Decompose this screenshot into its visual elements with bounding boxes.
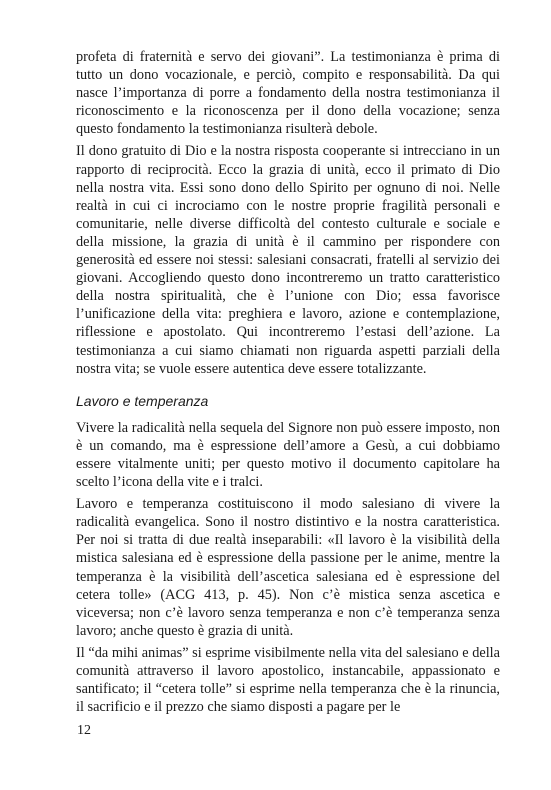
paragraph: Il “da mihi animas” si esprime visibilmente nella vita del salesiano e della comunità attraverso il lavoro apostolico, instancabile, appassionato e santificato; il “cetera tolle” si esprime nella temperanza che è la rinuncia, il sacrificio e il prezzo che siamo disposti a pagare per le [76, 644, 500, 716]
paragraph: Lavoro e temperanza costituiscono il modo salesiano di vivere la radicalità evangelica. Sono il nostro distintivo e la nostra caratteristica. Per noi si tratta di due realtà inseparabili: «Il lavoro è la visibilità della mistica salesiana ed è espressione della passione per le anime, mentre la temperanza è la visibilità dell’ascetica salesiana ed è espressione del cetera tolle» (ACG 413, p. 45). Non c’è mistica senza ascetica e viceversa; non c’è lavoro senza temperanza e non c’è temperanza senza lavoro; anche questo è grazia di unità. [76, 496, 500, 639]
paragraph: Vivere la radicalità nella sequela del Signore non può essere imposto, non è un comando, ma è espressione dell’amore a Gesù, a cui dobbiamo essere vitalmente uniti; per questo motivo il documento capitolare ha scelto l’icona della vite e i tralci. [76, 419, 500, 491]
paragraph: profeta di fraternità e servo dei giovani”. La testimonianza è prima di tutto un dono vocazionale, e perciò, compito e responsabilità. Da qui nasce l’importanza di porre a fondamento della nostra testimonianza il riconoscimento e la riconoscenza per il dono della vocazione; senza questo fondamento la testimonianza risulterà debole. [76, 49, 500, 138]
page-body [76, 48, 500, 716]
section-heading: Lavoro e temperanza [76, 392, 209, 409]
paragraph: Il dono gratuito di Dio e la nostra risposta cooperante si intrecciano in un rapporto di reciprocità. Ecco la grazia di unità, ecco il primato di Dio nella nostra vita. Essi sono dono dello Spirito per ognuno di noi. Nelle realtà in cui ci incrociamo con le nostre proprie fragilità personali e comunitarie, nelle diverse difficoltà del contesto culturale e sociale e della missione, la grazia di unità è il cammino per rispondere con generosità ed essere noi stessi: salesiani consacrati, fratelli al servizio dei giovani. Accogliendo questo dono incontreremo un tratto caratteristico della nostra spiritualità, che è l’unione con Dio; essa favorisce l’unificazione della vita: preghiera e lavoro, azione e contemplazione, riflessione e apostolato. Qui incontreremo l’estasi dell’azione. La testimonianza a cui siamo chiamati non riguarda aspetti parziali della nostra vita; se vuole essere autentica deve essere totalizzante. [76, 143, 500, 377]
page-number: 12 [77, 723, 91, 738]
